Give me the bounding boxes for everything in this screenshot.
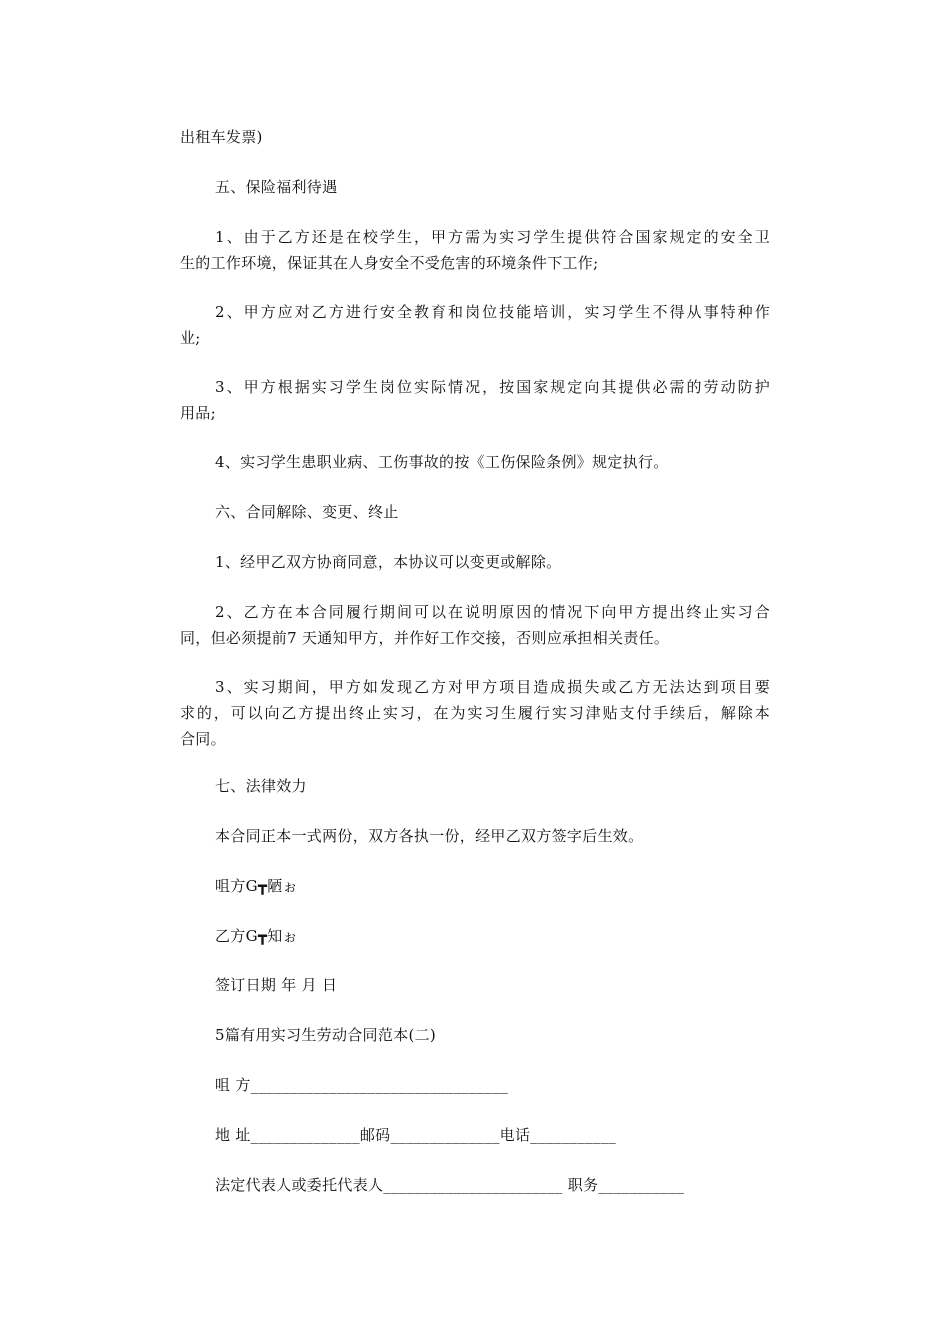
text-line: 4、实习学生患职业病、工伤事故的按《工伤保险条例》规定执行。 (215, 453, 669, 471)
form-line-representative: 法定代表人或委托代表人_______________________ 职务___________ (215, 1176, 685, 1194)
text-line: 本合同正本一式两份，双方各执一份，经甲乙双方签字后生效。 (215, 827, 644, 845)
text-line: 求的，可以向乙方提出终止实习，在为实习生履行实习津贴支付手续后，解除本 (180, 704, 770, 722)
form-line-party-a: 咀 方_________________________________ (215, 1076, 509, 1094)
text-line: 用品; (180, 404, 216, 422)
text-line: 2、甲方应对乙方进行安全教育和岗位技能培训，实习学生不得从事特种作 (215, 303, 770, 321)
text-line: 出租车发票) (180, 128, 263, 146)
text-line: 3、实习期间，甲方如发现乙方对甲方项目造成损失或乙方无法达到项目要 (215, 678, 770, 696)
text-line: 3、甲方根据实习学生岗位实际情况，按国家规定向其提供必需的劳动防护 (215, 378, 770, 396)
form-line-address: 地 址______________邮码______________电话___________ (215, 1126, 617, 1144)
text-line: 合同。 (180, 730, 226, 748)
signing-date-line: 签订日期 年 月 日 (215, 976, 338, 994)
signature-line-party-b: 乙方G┳知ぉ (215, 927, 298, 945)
text-line: 1、经甲乙双方协商同意，本协议可以变更或解除。 (215, 553, 562, 571)
document-subtitle: 5篇有用实习生劳动合同范本(二) (215, 1026, 437, 1044)
section-heading: 六、合同解除、变更、终止 (215, 503, 399, 521)
section-heading: 七、法律效力 (215, 777, 307, 795)
text-line: 生的工作环境，保证其在人身安全不受危害的环境条件下工作; (180, 254, 599, 272)
section-heading: 五、保险福利待遇 (215, 178, 338, 196)
text-line: 1、由于乙方还是在校学生，甲方需为实习学生提供符合国家规定的安全卫 (215, 228, 770, 246)
text-line: 2、乙方在本合同履行期间可以在说明原因的情况下向甲方提出终止实习合 (215, 603, 770, 621)
text-line: 业; (180, 329, 201, 347)
signature-line-party-a: 咀方G┳陋ぉ (215, 877, 298, 895)
text-line: 同，但必须提前7 天通知甲方，并作好工作交接，否则应承担相关责任。 (180, 629, 670, 647)
